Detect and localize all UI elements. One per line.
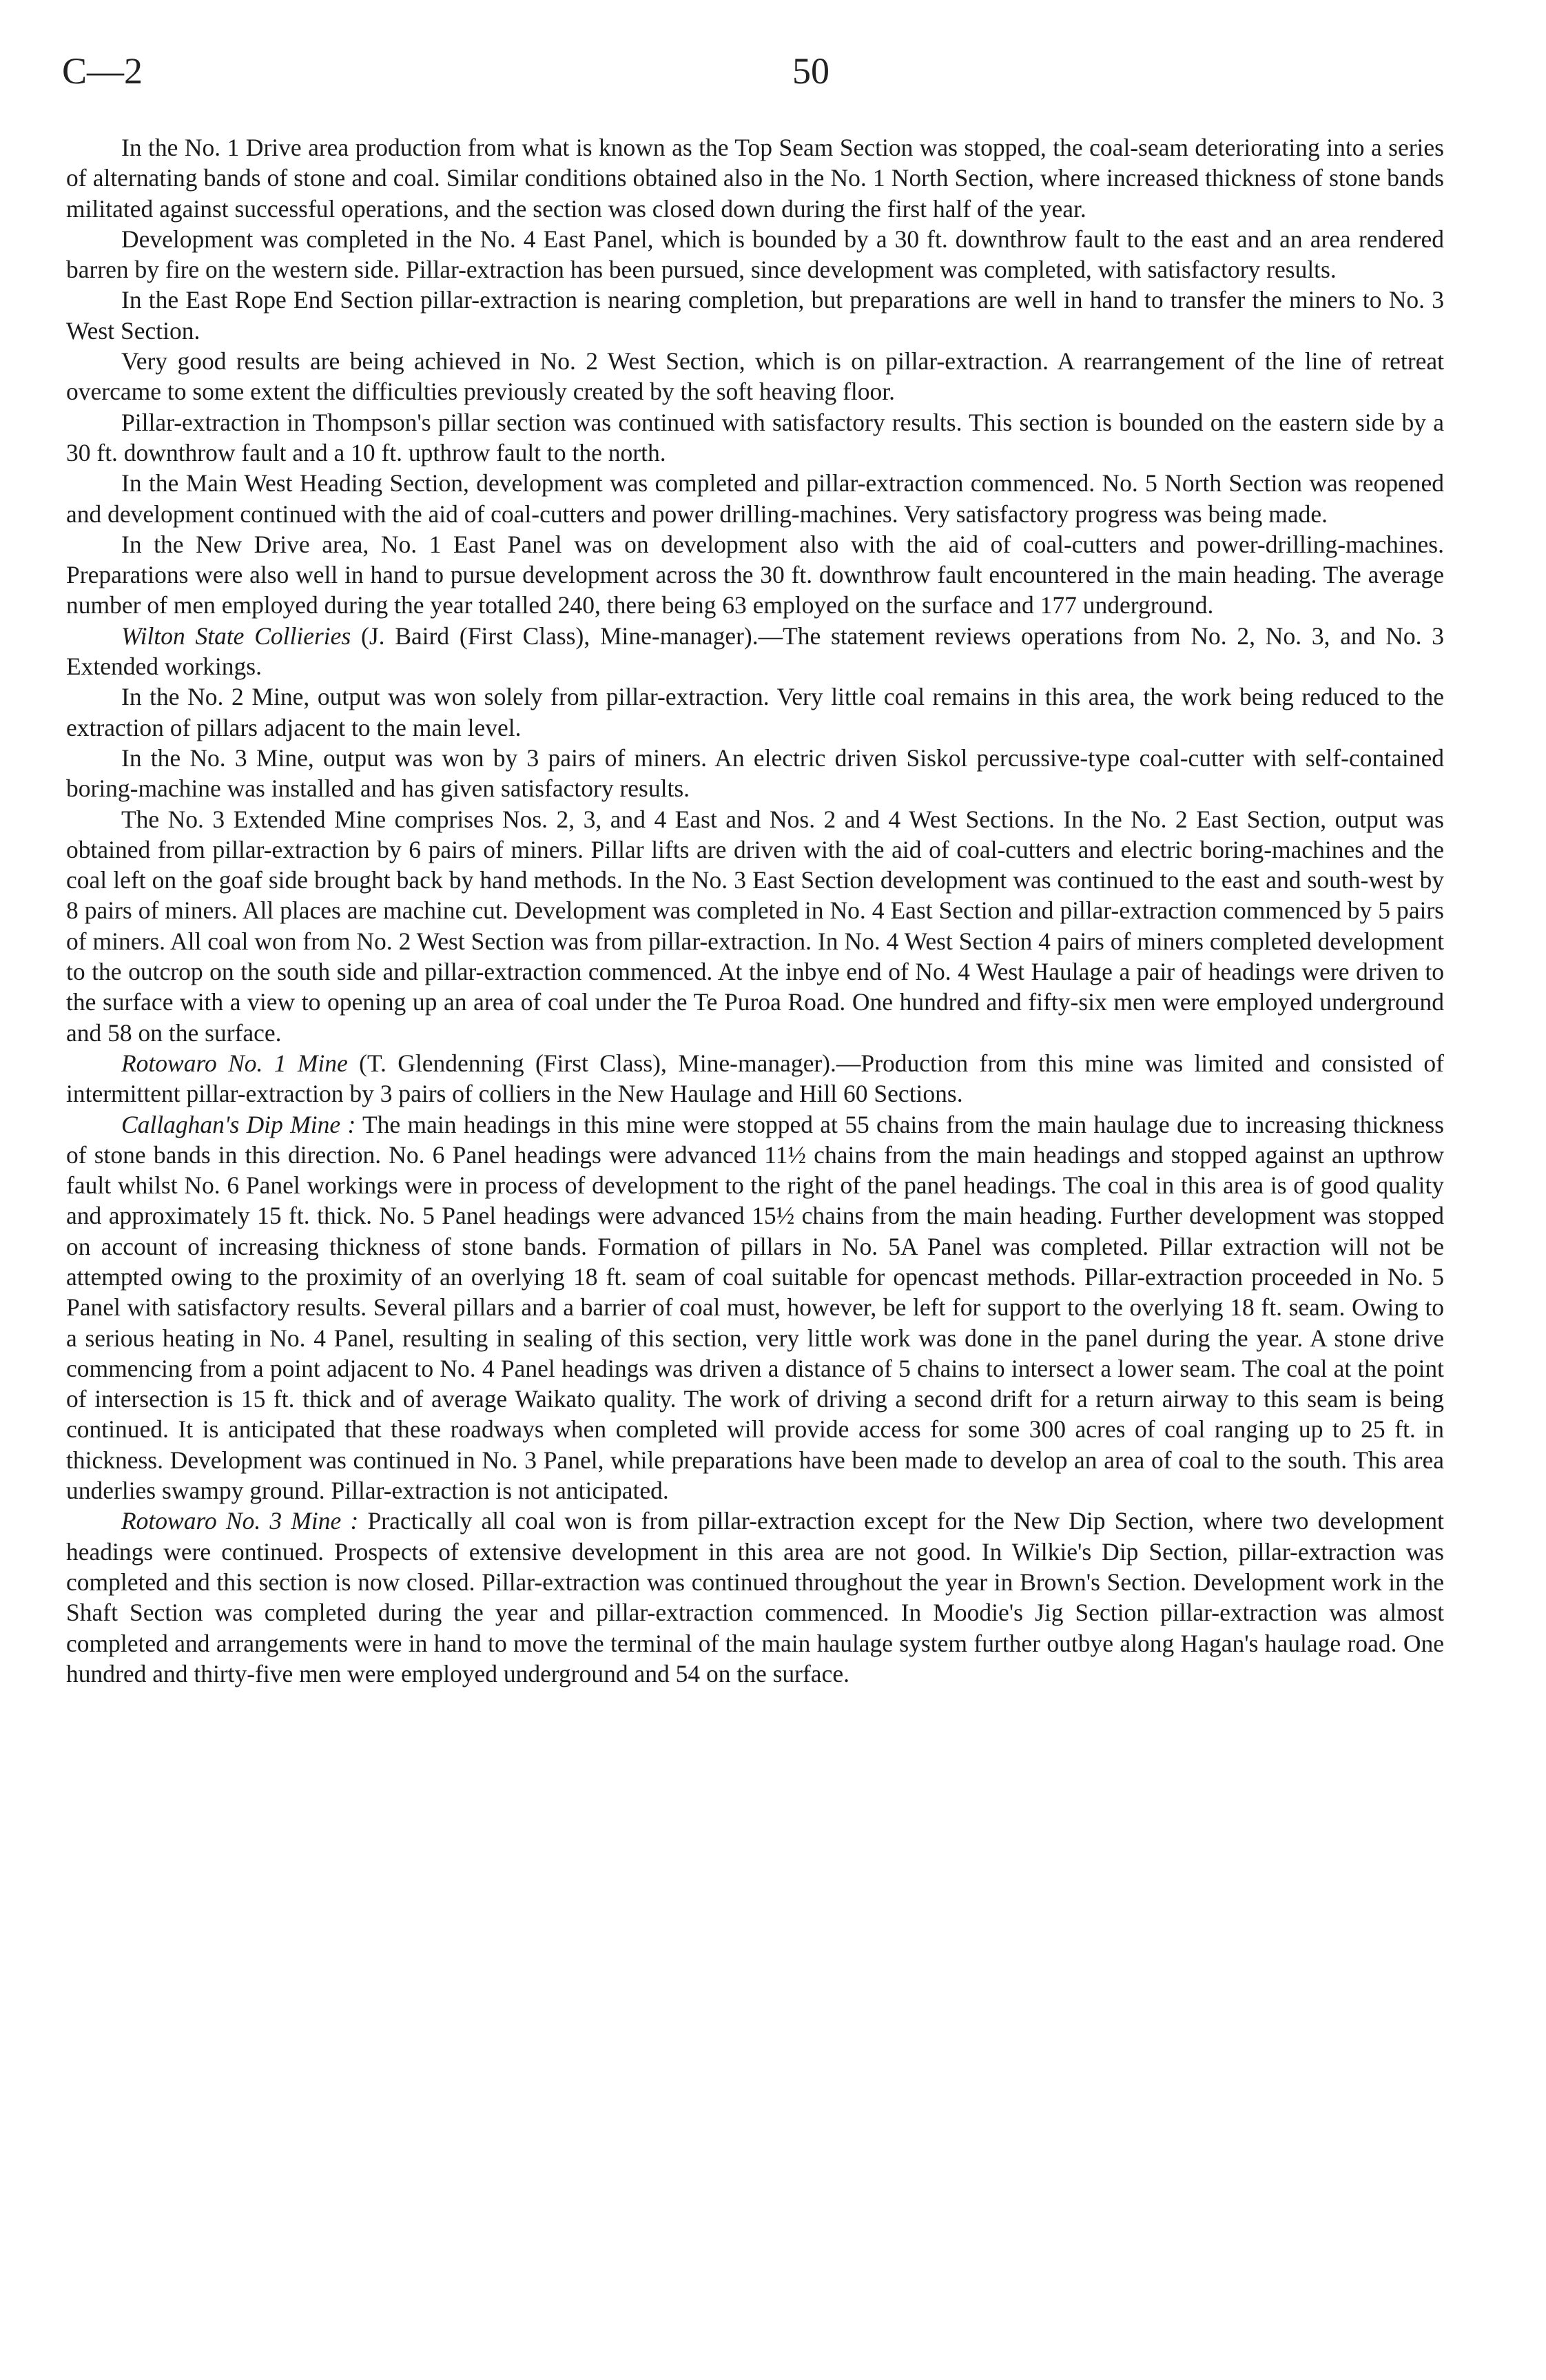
paragraph: Rotowaro No. 3 Mine : Practically all coal won is from pillar-extraction except for the New Dip Section, where two development headings were continued. Prospects of extensive development in this area are not good. In Wilkie's Dip Section, pillar-extraction was completed and this section is now closed. Pillar-extraction was continued throughout the year in Brown's Section. Development work in the Shaft Section was completed during the year and pillar-extraction commenced. In Moodie's Jig Section pillar-extraction was almost completed and arrangements were in hand to move the terminal of the main haulage system further outbye along Hagan's haulage road. One hundred and thirty-five men were employed underground and 54 on the surface. — [66, 1507, 1444, 1687]
paragraph: In the No. 2 Mine, output was won solely from pillar-extraction. Very little coal remains in this area, the work being reduced to the extraction of pillars adjacent to the main level. — [66, 683, 1444, 741]
paragraph: Callaghan's Dip Mine : The main headings in this mine were stopped at 55 chains from the main haulage due to increasing thickness of stone bands in this direction. No. 6 Panel headings were advanced 11½ chains from the main headings and stopped against an upthrow fault whilst No. 6 Panel workings were in process of development to the right of the panel headings. The coal in this area is of good quality and approximately 15 ft. thick. No. 5 Panel headings were advanced 15½ chains from the main heading. Further development was stopped on account of increasing thickness of stone bands. Formation of pillars in No. 5A Panel was completed. Pillar extraction will not be attempted owing to the proximity of an overlying 18 ft. seam of coal suitable for opencast methods. Pillar-extraction proceeded in No. 5 Panel with satisfactory results. Several pillars and a barrier of coal must, however, be left for support to the overlying 18 ft. seam. Owing to a serious heating in No. 4 Panel, resulting in sealing of this section, very little work was done in the panel during the year. A stone drive commencing from a point adjacent to No. 4 Panel headings was driven a distance of 5 chains to intersect a lower seam. The coal at the point of intersection is 15 ft. thick and of average Waikato quality. The work of driving a second drift for a return airway to this seam is being continued. It is anticipated that these roadways when completed will provide access for some 300 acres of coal ranging up to 25 ft. in thickness. Development was continued in No. 3 Panel, while preparations have been made to develop an area of coal to the south. This area underlies swampy ground. Pillar-extraction is not anticipated. — [66, 1110, 1444, 1505]
paragraph: Pillar-extraction in Thompson's pillar section was continued with satisfactory results. This section is bounded on the eastern side by a 30 ft. downthrow fault and a 10 ft. upthrow fault to the north. — [66, 408, 1444, 466]
paragraph: Development was completed in the No. 4 East Panel, which is bounded by a 30 ft. downthrow fault to the east and an area rendered barren by fire on the western side. Pillar-extraction has been pursued, since development was completed, with satisfactory results. — [66, 225, 1444, 284]
paragraph: In the New Drive area, No. 1 East Panel was on development also with the aid of coal-cutters and power-drilling-machines. Preparations were also well in hand to pursue development across the 30 ft. downthrow fault encountered in the main heading. The average number of men employed during the year totalled 240, there being 63 employed on the surface and 177 underground. — [66, 530, 1444, 619]
paragraph: Wilton State Collieries (J. Baird (First Class), Mine-manager).—The statement reviews operations from No. 2, No. 3, and No. 3 Extended workings. — [66, 622, 1444, 681]
page-header — [62, 47, 1454, 95]
paragraph: Very good results are being achieved in No. 2 West Section, which is on pillar-extraction. A rearrangement of the line of retreat overcame to some extent the difficulties previously created by the soft heaving floor. — [66, 347, 1444, 406]
paragraph: In the Main West Heading Section, development was completed and pillar-extraction commenced. No. 5 North Section was reopened and development continued with the aid of coal-cutters and power drilling-machines. Very satisfactory progress was being made. — [66, 469, 1444, 528]
paragraph: In the No. 1 Drive area production from what is known as the Top Seam Section was stopped, the coal-seam deteriorating into a series of alternating bands of stone and coal. Similar conditions obtained also in the No. 1 North Section, where increased thickness of stone bands militated against successful operations, and the section was closed down during the first half of the year. — [66, 134, 1444, 223]
section-lead: Rotowaro No. 1 Mine — [121, 1049, 348, 1077]
paragraph: The No. 3 Extended Mine comprises Nos. 2, 3, and 4 East and Nos. 2 and 4 West Sections. In the No. 2 East Section, output was obtained from pillar-extraction by 6 pairs of miners. Pillar lifts are driven with the aid of coal-cutters and electric boring-machines and the coal left on the goaf side brought back by hand methods. In the No. 3 East Section development was continued to the east and south-west by 8 pairs of miners. All places are machine cut. Development was completed in No. 4 East Section and pillar-extraction commenced by 5 pairs of miners. All coal won from No. 2 West Section was from pillar-extraction. In No. 4 West Section 4 pairs of miners completed development to the outcrop on the south side and pillar-extraction commenced. At the inbye end of No. 4 West Haulage a pair of headings were driven to the surface with a view to opening up an area of coal under the Te Puroa Road. One hundred and fifty-six men were employed underground and 58 on the surface. — [66, 805, 1444, 1047]
section-lead: Callaghan's Dip Mine : — [121, 1110, 356, 1138]
section-lead: Rotowaro No. 3 Mine : — [121, 1507, 359, 1535]
paragraph: Rotowaro No. 1 Mine (T. Glendenning (First Class), Mine-manager).—Production from this mine was limited and consisted of intermittent pillar-extraction by 3 pairs of colliers in the New Haulage and Hill 60 Sections. — [66, 1049, 1444, 1108]
section-lead: Wilton State Collieries — [121, 622, 351, 650]
paragraph: In the East Rope End Section pillar-extraction is nearing completion, but preparations are well in hand to transfer the miners to No. 3 West Section. — [66, 286, 1444, 345]
body-text — [66, 132, 1444, 1689]
paragraph: In the No. 3 Mine, output was won by 3 pairs of miners. An electric driven Siskol percussive-type coal-cutter with self-contained boring-machine was installed and has given satisfactory results. — [66, 743, 1444, 803]
page-number: 50 — [792, 50, 829, 92]
series-code: C—2 — [62, 50, 143, 92]
